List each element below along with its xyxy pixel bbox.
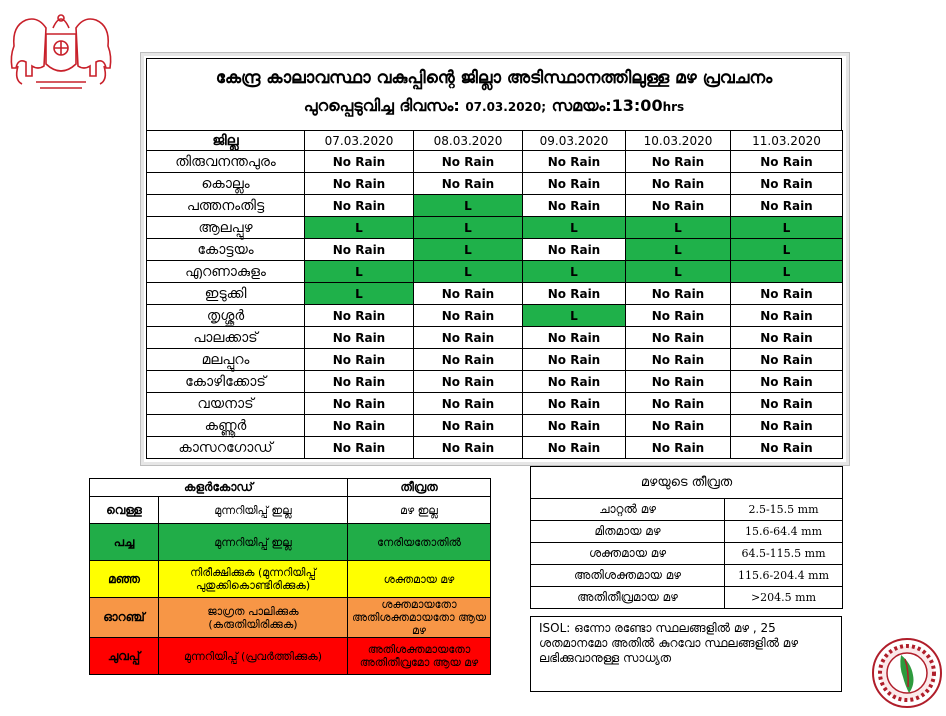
forecast-cell: No Rain <box>731 393 843 415</box>
time-unit: hrs <box>662 100 685 114</box>
forecast-cell: No Rain <box>305 415 414 437</box>
color-label: ചുവപ്പ് <box>90 638 159 675</box>
forecast-cell: No Rain <box>626 371 731 393</box>
forecast-cell: No Rain <box>731 283 843 305</box>
forecast-cell: L <box>731 217 843 239</box>
forecast-row <box>147 437 843 459</box>
forecast-row <box>147 283 843 305</box>
intensity-label: മിതമായ മഴ <box>531 521 725 543</box>
intensity-label: അതിതീവ്രമായ മഴ <box>531 587 725 609</box>
forecast-cell: No Rain <box>731 415 843 437</box>
forecast-row <box>147 173 843 195</box>
time-label: സമയം: <box>551 96 612 115</box>
forecast-cell: No Rain <box>626 349 731 371</box>
forecast-cell: No Rain <box>626 437 731 459</box>
forecast-cell: No Rain <box>626 283 731 305</box>
issued-date: 07.03.2020; <box>465 100 547 114</box>
color-code-row <box>90 497 491 524</box>
forecast-cell: L <box>626 217 731 239</box>
forecast-cell: No Rain <box>731 195 843 217</box>
forecast-cell: No Rain <box>414 173 523 195</box>
forecast-row <box>147 327 843 349</box>
intensity-range: 15.6-64.4 mm <box>725 521 843 543</box>
forecast-cell: L <box>414 261 523 283</box>
color-meaning: നിരീക്ഷിക്കുക (മുന്നറിയിപ്പ് പുതുക്കികൊണ്ടിരിക്കുക) <box>159 561 348 598</box>
forecast-cell: L <box>523 217 626 239</box>
forecast-cell: No Rain <box>523 151 626 173</box>
forecast-cell: No Rain <box>626 327 731 349</box>
forecast-cell: No Rain <box>731 327 843 349</box>
color-code-row <box>90 638 491 675</box>
forecast-row <box>147 261 843 283</box>
district-name: പത്തനംതിട്ട <box>147 195 305 217</box>
district-name: തിരുവനന്തപുരം <box>147 151 305 173</box>
forecast-cell: No Rain <box>523 283 626 305</box>
color-code-header-row <box>90 479 491 497</box>
color-code-row <box>90 561 491 598</box>
forecast-cell: No Rain <box>523 195 626 217</box>
color-meaning: മുന്നറിയിപ്പ് ഇല്ല <box>159 497 348 524</box>
forecast-cell: No Rain <box>731 151 843 173</box>
color-code-row <box>90 524 491 561</box>
forecast-row <box>147 195 843 217</box>
forecast-cell: L <box>523 261 626 283</box>
issued-label: പുറപ്പെടുവിച്ച ദിവസം: <box>303 96 460 115</box>
intensity-row <box>531 565 843 587</box>
color-label: വെള്ള <box>90 497 159 524</box>
forecast-cell: No Rain <box>305 437 414 459</box>
forecast-cell: No Rain <box>305 349 414 371</box>
forecast-cell: No Rain <box>305 173 414 195</box>
forecast-cell: No Rain <box>523 239 626 261</box>
date-header: 11.03.2020 <box>731 131 843 151</box>
intensity-row <box>531 499 843 521</box>
district-name: വയനാട് <box>147 393 305 415</box>
forecast-cell: No Rain <box>523 371 626 393</box>
forecast-cell: No Rain <box>731 349 843 371</box>
color-meaning: ജാഗ്രത പാലിക്കുക (കരുതിയിരിക്കുക) <box>159 598 348 638</box>
color-code-table <box>89 478 491 675</box>
forecast-cell: L <box>731 261 843 283</box>
district-name: മലപ്പുറം <box>147 349 305 371</box>
forecast-cell: No Rain <box>626 195 731 217</box>
intensity-range: 64.5-115.5 mm <box>725 543 843 565</box>
forecast-row <box>147 371 843 393</box>
forecast-cell: No Rain <box>523 327 626 349</box>
page-title: കേന്ദ്ര കാലാവസ്ഥാ വകുപ്പിന്റെ ജില്ലാ അടിസ്ഥാനത്തിലുള്ള മഴ പ്രവചനം <box>215 68 773 88</box>
color-severity: മഴ ഇല്ല <box>348 497 491 524</box>
forecast-cell: No Rain <box>414 151 523 173</box>
district-name: തൃശ്ശൂർ <box>147 305 305 327</box>
forecast-cell: No Rain <box>731 173 843 195</box>
severity-header: തീവ്രത <box>348 479 491 497</box>
forecast-cell: L <box>305 217 414 239</box>
forecast-cell: L <box>626 239 731 261</box>
intensity-label: ചാറ്റൽ മഴ <box>531 499 725 521</box>
forecast-cell: No Rain <box>626 173 731 195</box>
intensity-row <box>531 521 843 543</box>
intensity-row <box>531 543 843 565</box>
forecast-row <box>147 151 843 173</box>
date-header: 07.03.2020 <box>305 131 414 151</box>
forecast-row <box>147 415 843 437</box>
forecast-cell: No Rain <box>731 437 843 459</box>
color-severity: ശക്തമായ മഴ <box>348 561 491 598</box>
color-severity: അതിശക്തമായതോ അതിതീവ്രമോ ആയ മഴ <box>348 638 491 675</box>
time-value: 13:00 <box>611 96 663 115</box>
rain-intensity-table <box>530 466 843 609</box>
forecast-cell: No Rain <box>523 173 626 195</box>
forecast-row <box>147 349 843 371</box>
date-header: 10.03.2020 <box>626 131 731 151</box>
forecast-cell: No Rain <box>305 327 414 349</box>
forecast-cell: No Rain <box>414 371 523 393</box>
forecast-cell: No Rain <box>414 393 523 415</box>
district-name: ആലപ്പുഴ <box>147 217 305 239</box>
forecast-cell: L <box>305 261 414 283</box>
color-meaning: മുന്നറിയിപ്പ് ഇല്ല <box>159 524 348 561</box>
forecast-cell: No Rain <box>626 415 731 437</box>
forecast-cell: L <box>414 239 523 261</box>
forecast-cell: L <box>414 195 523 217</box>
forecast-cell: No Rain <box>523 415 626 437</box>
forecast-cell: No Rain <box>731 371 843 393</box>
forecast-cell: No Rain <box>305 393 414 415</box>
forecast-cell: No Rain <box>523 349 626 371</box>
forecast-cell: L <box>414 217 523 239</box>
forecast-row <box>147 239 843 261</box>
forecast-cell: No Rain <box>414 327 523 349</box>
forecast-cell: L <box>305 283 414 305</box>
intensity-row <box>531 587 843 609</box>
color-meaning: മുന്നറിയിപ്പ് (പ്രവർത്തിക്കുക) <box>159 638 348 675</box>
district-name: പാലക്കാട് <box>147 327 305 349</box>
district-name: കാസറഗോഡ് <box>147 437 305 459</box>
ksdma-seal-logo <box>871 637 943 709</box>
district-name: കോട്ടയം <box>147 239 305 261</box>
district-header: ജില്ല <box>147 131 305 151</box>
intensity-range: >204.5 mm <box>725 587 843 609</box>
district-name: കണ്ണൂർ <box>147 415 305 437</box>
district-name: കൊല്ലം <box>147 173 305 195</box>
color-severity: ശക്തമായതോ അതിശക്തമായതോ ആയ മഴ <box>348 598 491 638</box>
forecast-cell: No Rain <box>305 239 414 261</box>
date-header: 09.03.2020 <box>523 131 626 151</box>
color-code-header: കളർകോഡ് <box>90 479 348 497</box>
forecast-cell: L <box>523 305 626 327</box>
forecast-cell: No Rain <box>731 305 843 327</box>
intensity-header-row <box>531 467 843 499</box>
forecast-row <box>147 305 843 327</box>
forecast-cell: No Rain <box>626 393 731 415</box>
color-severity: നേരിയതോതിൽ <box>348 524 491 561</box>
forecast-cell: No Rain <box>305 371 414 393</box>
color-label: മഞ്ഞ <box>90 561 159 598</box>
forecast-cell: No Rain <box>523 437 626 459</box>
forecast-row <box>147 217 843 239</box>
forecast-cell: L <box>626 261 731 283</box>
forecast-cell: No Rain <box>414 305 523 327</box>
forecast-title-block <box>146 58 842 131</box>
district-name: ഇടുക്കി <box>147 283 305 305</box>
forecast-row <box>147 393 843 415</box>
intensity-range: 115.6-204.4 mm <box>725 565 843 587</box>
color-code-row <box>90 598 491 638</box>
forecast-header-row <box>147 131 843 151</box>
district-name: എറണാകുളം <box>147 261 305 283</box>
issued-line <box>147 96 841 116</box>
forecast-cell: L <box>731 239 843 261</box>
isol-note: ISOL: ഒന്നോ രണ്ടോ സ്ഥലങ്ങളിൽ മഴ , 25 ശതമാനമോ അതിൽ കുറവോ സ്ഥലങ്ങളിൽ മഴ ലഭിക്കുവാനുള്ള സാധ്യത <box>530 616 842 692</box>
forecast-table <box>146 130 843 459</box>
date-header: 08.03.2020 <box>414 131 523 151</box>
intensity-title: മഴയുടെ തീവ്രത <box>531 467 843 499</box>
forecast-cell: No Rain <box>626 151 731 173</box>
forecast-cell: No Rain <box>414 437 523 459</box>
forecast-cell: No Rain <box>305 305 414 327</box>
intensity-label: ശക്തമായ മഴ <box>531 543 725 565</box>
district-name: കോഴിക്കോട് <box>147 371 305 393</box>
forecast-cell: No Rain <box>305 151 414 173</box>
forecast-cell: No Rain <box>523 393 626 415</box>
intensity-label: അതിശക്തമായ മഴ <box>531 565 725 587</box>
color-label: പച്ച <box>90 524 159 561</box>
forecast-cell: No Rain <box>414 415 523 437</box>
forecast-cell: No Rain <box>626 305 731 327</box>
forecast-cell: No Rain <box>414 349 523 371</box>
color-label: ഓറഞ്ച് <box>90 598 159 638</box>
forecast-cell: No Rain <box>414 283 523 305</box>
kerala-emblem-logo <box>8 6 114 96</box>
forecast-cell: No Rain <box>305 195 414 217</box>
intensity-range: 2.5-15.5 mm <box>725 499 843 521</box>
